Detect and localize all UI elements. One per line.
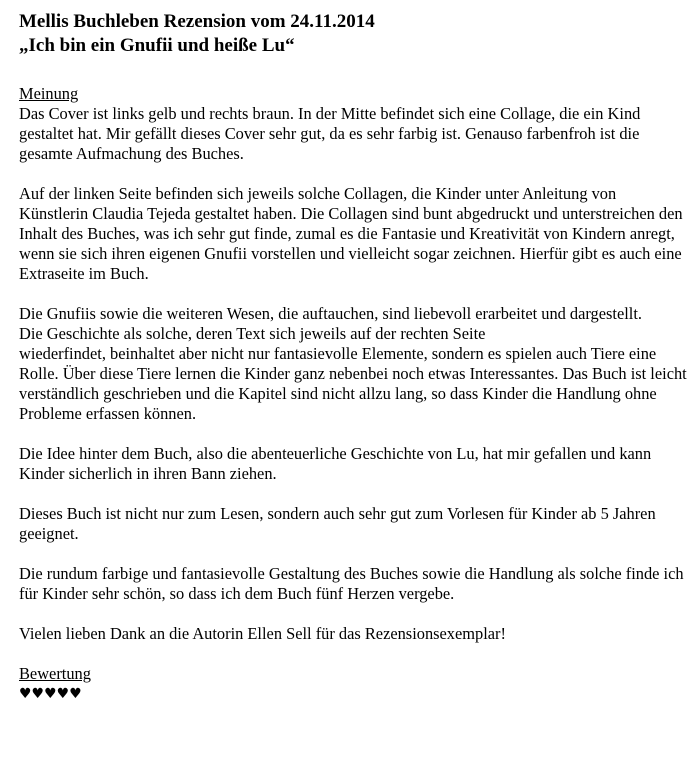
spacer [19, 604, 687, 624]
review-title-line-2: „Ich bin ein Gnufii und heiße Lu“ [19, 35, 295, 56]
spacer [19, 644, 687, 664]
review-document [19, 10, 687, 704]
spacer [19, 484, 687, 504]
opinion-paragraph-5: Dieses Buch ist nicht nur zum Lesen, sondern auch sehr gut zum Vorlesen für Kinder ab 5 Jahren geeignet. [19, 504, 656, 543]
opinion-paragraph-3b-line-1: Die Geschichte als solche, deren Text sich jeweils auf der rechten Seite [19, 324, 486, 343]
spacer [19, 284, 687, 304]
rating-heading: Bewertung [19, 664, 91, 683]
opinion-paragraph-7: Vielen lieben Dank an die Autorin Ellen Sell für das Rezensionsexemplar! [19, 624, 506, 643]
opinion-paragraph-3b-rest: wiederfindet, beinhaltet aber nicht nur fantasievolle Elemente, sondern es spielen auch Tiere eine Rolle. Über diese Tiere lernen die Kinder ganz nebenbei noch etwas Interessantes. Das Buch ist leicht verständlich geschrieben und die Kapitel sind nicht allzu lang, so dass Kinder die Handlung ohne Probleme erfassen können. [19, 344, 687, 423]
spacer [19, 164, 687, 184]
opinion-paragraph-3a: Die Gnufiis sowie die weiteren Wesen, die auftauchen, sind liebevoll erarbeitet und dargestellt. [19, 304, 642, 323]
spacer [19, 544, 687, 564]
review-title-line-1: Mellis Buchleben Rezension vom 24.11.2014 [19, 11, 375, 32]
spacer [19, 58, 687, 84]
opinion-paragraph-2: Auf der linken Seite befinden sich jeweils solche Collagen, die Kinder unter Anleitung von Künstlerin Claudia Tejeda gestaltet haben. Die Collagen sind bunt abgedruckt und unterstreichen den Inhalt des Buches, was ich sehr gut finde, zumal es die Fantasie und Kreativität von Kindern anregt, wenn sie sich ihren eigenen Gnufii vorstellen und vielleicht sogar zeichnen. Hierfür gibt es auch eine Extraseite im Buch. [19, 184, 683, 283]
opinion-heading: Meinung [19, 84, 79, 103]
opinion-paragraph-6: Die rundum farbige und fantasievolle Gestaltung des Buches sowie die Handlung als solche finde ich für Kinder sehr schön, so dass ich dem Buch fünf Herzen vergebe. [19, 564, 684, 603]
opinion-paragraph-1: Das Cover ist links gelb und rechts braun. In der Mitte befindet sich eine Collage, die ein Kind gestaltet hat. Mir gefällt dieses Cover sehr gut, da es sehr farbig ist. Genauso farbenfroh ist die gesamte Aufmachung des Buches. [19, 104, 641, 163]
spacer [19, 424, 687, 444]
rating-hearts: ♥♥♥♥♥ [19, 686, 82, 702]
opinion-paragraph-4: Die Idee hinter dem Buch, also die abenteuerliche Geschichte von Lu, hat mir gefallen und kann Kinder sicherlich in ihren Bann ziehen. [19, 444, 652, 483]
